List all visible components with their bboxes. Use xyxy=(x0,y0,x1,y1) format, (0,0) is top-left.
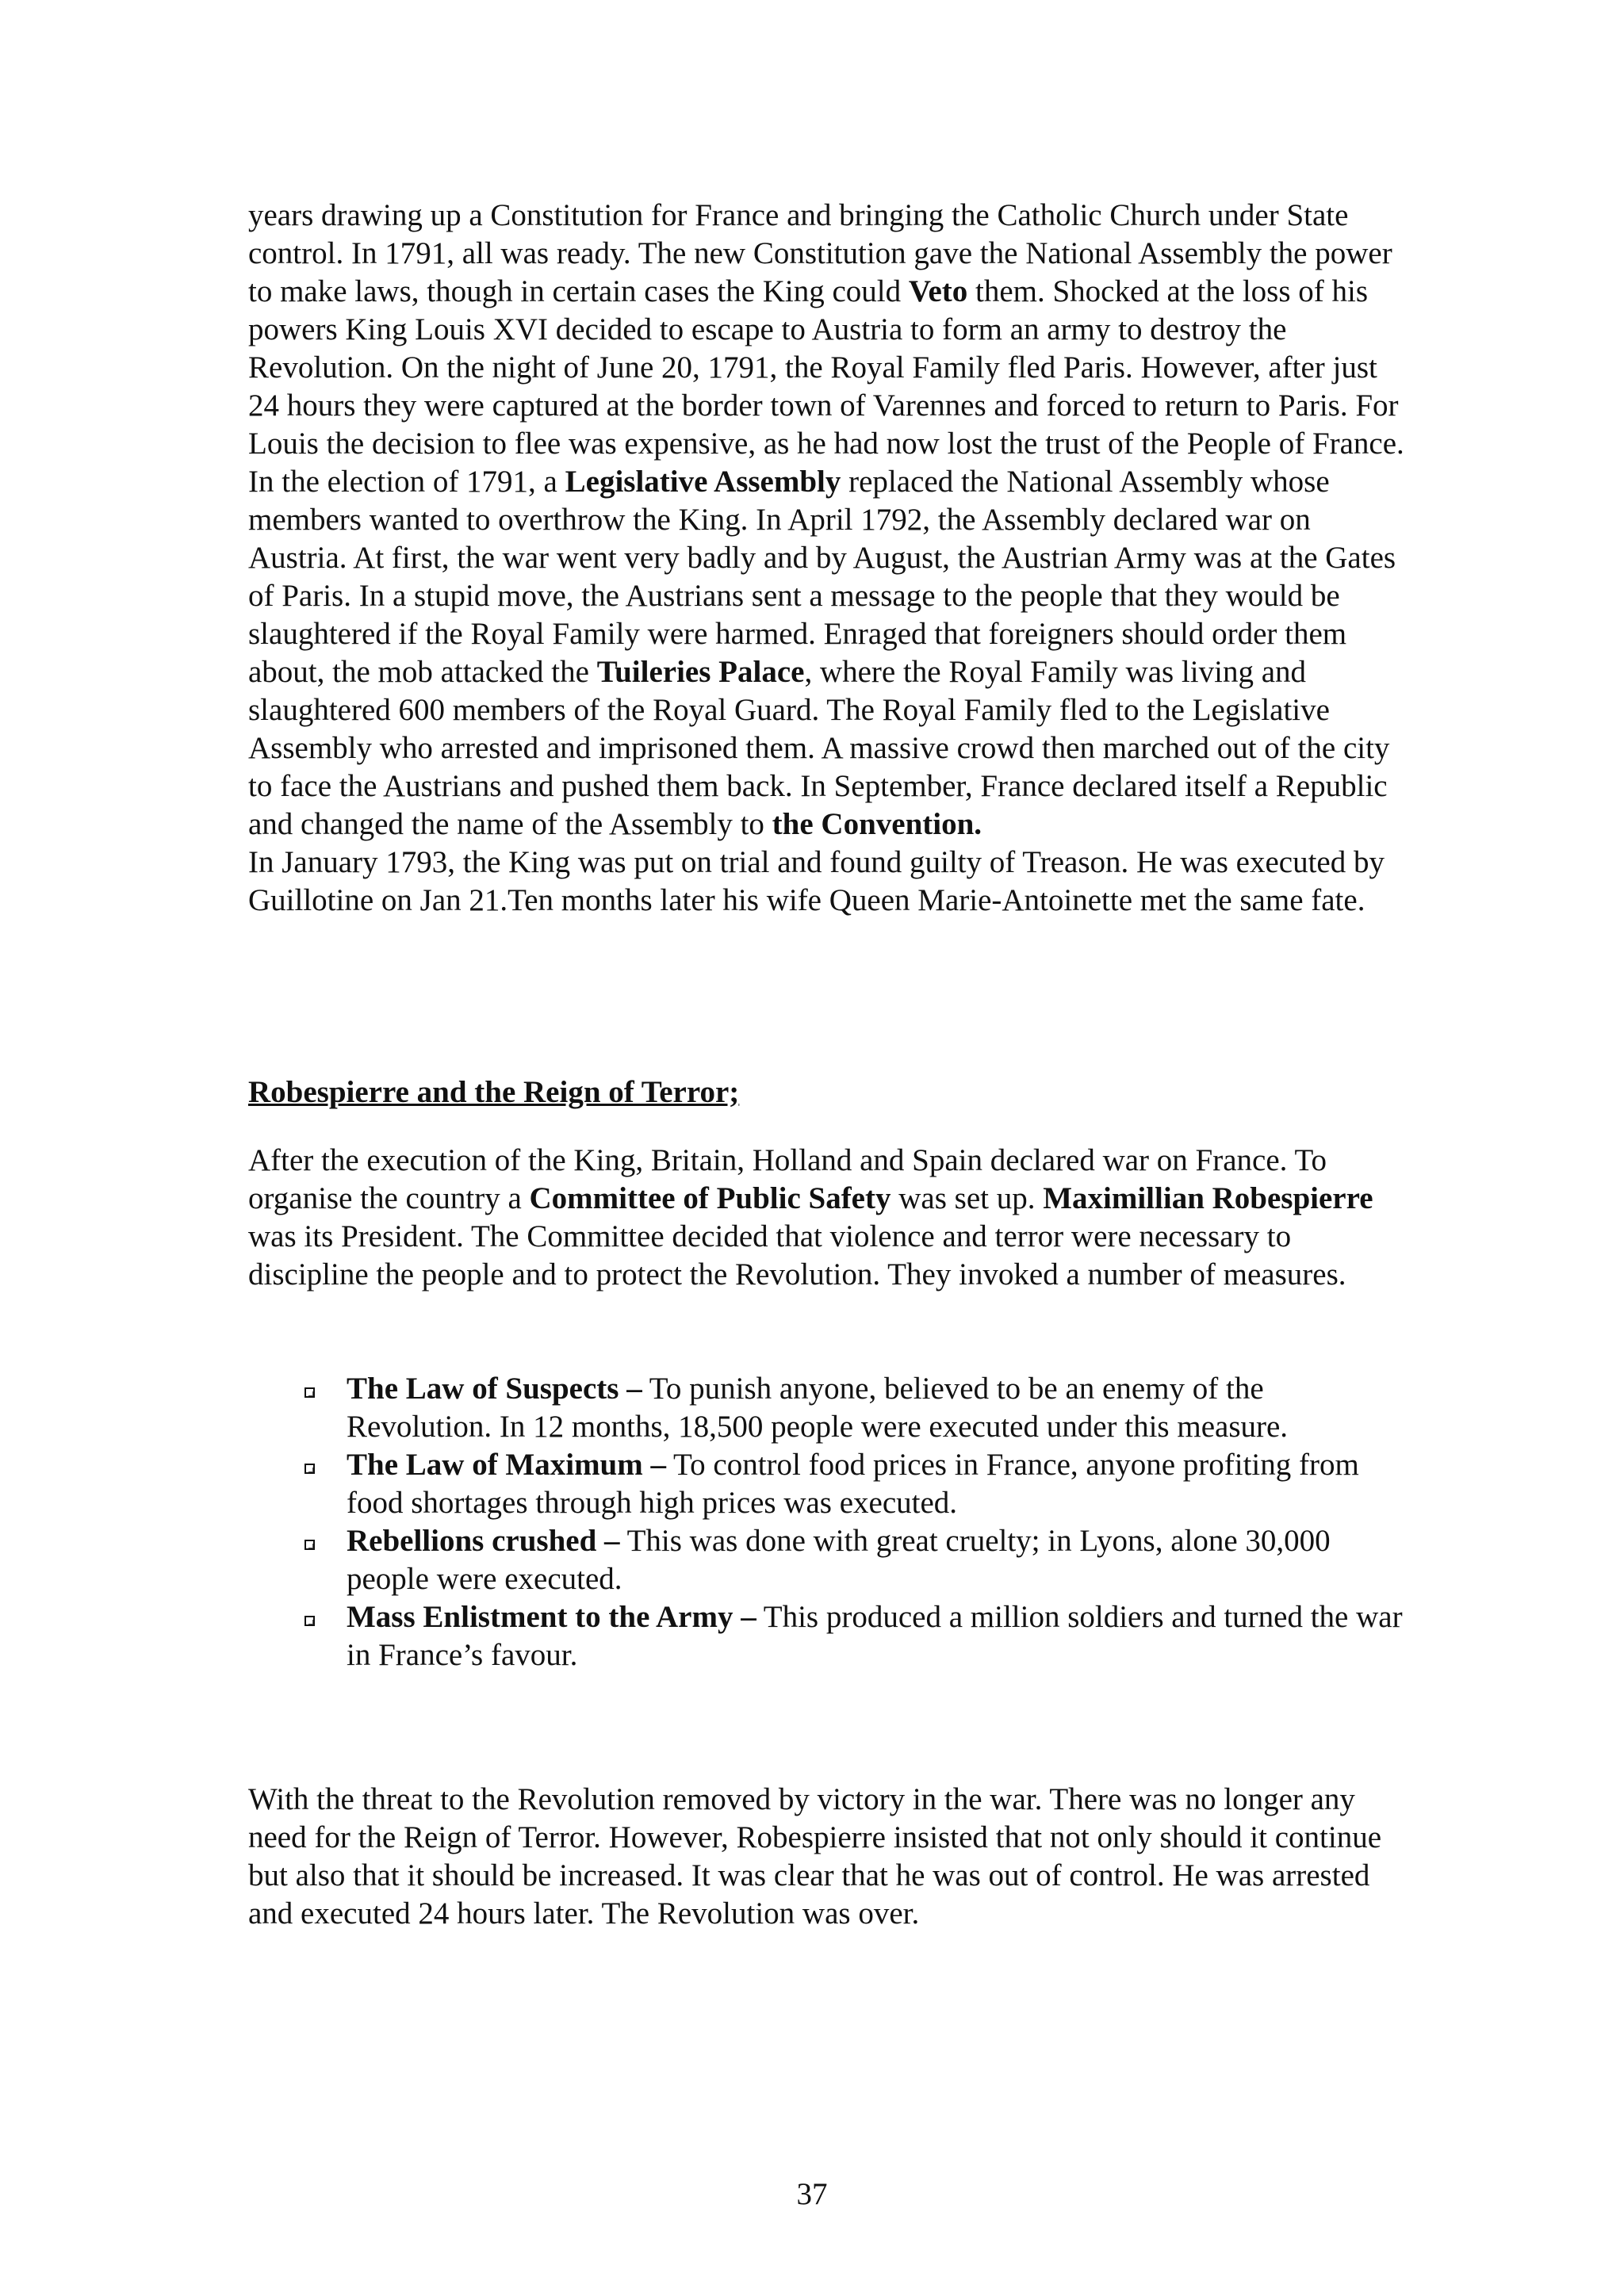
bold-term-tuileries-palace: Tuileries Palace xyxy=(596,655,805,689)
list-item xyxy=(248,1370,1406,1446)
text-run: In the election of 1791, a xyxy=(248,465,565,499)
paragraph-committee xyxy=(248,1142,1406,1294)
paragraph-constitution xyxy=(248,197,1406,463)
text-run: After the execution of the King, Britain, Holland and Spain declared war on France. To organise the country a xyxy=(248,1143,1327,1215)
text-run: replaced the National Assembly whose members wanted to overthrow the King. In April 1792, the Assembly declared war on Austria. At first, the war went very badly and by August, the Austrian Army was at the Gates of Paris. In a stupid move, the Austrians sent a message to the people that they would be slaughtered if the Royal Family were harmed. Enraged that foreigners should order them about, the mob attacked the xyxy=(248,465,1396,689)
text-run: them. Shocked at the loss of his powers King Louis XVI decided to escape to Austria to form an army to destroy the Revolution. On the night of June 20, 1791, the Royal Family fled Paris. However, after just 24 hours they were captured at the border town of Varennes and forced to return to Paris. For Louis the decision to flee was expensive, as he had now lost the trust of the People of France. xyxy=(248,274,1404,461)
list-item xyxy=(248,1522,1406,1598)
text-run: was set up. xyxy=(891,1181,1044,1215)
list-item xyxy=(248,1446,1406,1522)
measure-title: Rebellions crushed – xyxy=(347,1524,620,1558)
conclusion-section xyxy=(248,1781,1406,1933)
page-number: 37 xyxy=(796,2177,828,2211)
measure-text: This was done with great cruelty; in Lyons, alone 30,000 people were executed. xyxy=(347,1524,1331,1596)
measure-text: This produced a million soldiers and turned the war in France’s favour. xyxy=(347,1600,1403,1672)
bold-term-convention: the Convention. xyxy=(772,807,982,841)
committee-section xyxy=(248,1142,1406,1294)
measure-title: The Law of Maximum – xyxy=(347,1448,666,1482)
measure-text: To punish anyone, believed to be an enemy of the Revolution. In 12 months, 18,500 people were executed under this measure. xyxy=(347,1372,1289,1444)
checkbox-bullet-icon xyxy=(304,1540,315,1550)
bold-term-committee: Committee of Public Safety xyxy=(529,1181,891,1215)
measure-title: Mass Enlistment to the Army – xyxy=(347,1600,756,1634)
paragraph-conclusion: With the threat to the Revolution removed by victory in the war. There was no longer any need for the Reign of Terror. However, Robespierre insisted that not only should it continue but also that it should be increased. It was clear that he was out of control. He was arrested and executed 24 hours later. The Revolution was over. xyxy=(248,1782,1382,1931)
bold-term-legislative-assembly: Legislative Assembly xyxy=(565,465,841,499)
section-heading: Robespierre and the Reign of Terror; xyxy=(248,1075,740,1109)
text-run: , where the Royal Family was living and slaughtered 600 members of the Royal Guard. The Royal Family fled to the Legislative Assembly who arrested and imprisoned them. A massive crowd then marched out of the city to face the Austrians and pushed them back. In September, France declared itself a Republic and changed the name of the Assembly to xyxy=(248,655,1390,841)
text-run: years drawing up a Constitution for France and bringing the Catholic Church under State control. In 1791, all was ready. The new Constitution gave the National Assembly the power to make laws, though in certain cases the King could xyxy=(248,198,1392,308)
checkbox-bullet-icon xyxy=(304,1387,315,1398)
measures-list xyxy=(248,1370,1406,1674)
text-run: was its President. The Committee decided that violence and terror were necessary to discipline the people and to protect the Revolution. They invoked a number of measures. xyxy=(248,1219,1346,1292)
checkbox-bullet-icon xyxy=(304,1616,315,1626)
intro-section xyxy=(248,197,1406,920)
paragraph-king-trial: In January 1793, the King was put on trial and found guilty of Treason. He was executed by Guillotine on Jan 21.Ten months later his wife Queen Marie-Antoinette met the same fate. xyxy=(248,845,1385,917)
bold-term-veto: Veto xyxy=(908,274,968,308)
list-item xyxy=(248,1598,1406,1674)
paragraph-legislative-assembly xyxy=(248,463,1406,844)
measure-text: To control food prices in France, anyone profiting from food shortages through high prices was executed. xyxy=(347,1448,1359,1520)
checkbox-bullet-icon xyxy=(304,1464,315,1474)
bold-term-robespierre: Maximillian Robespierre xyxy=(1043,1181,1373,1215)
measure-title: The Law of Suspects – xyxy=(347,1372,642,1406)
